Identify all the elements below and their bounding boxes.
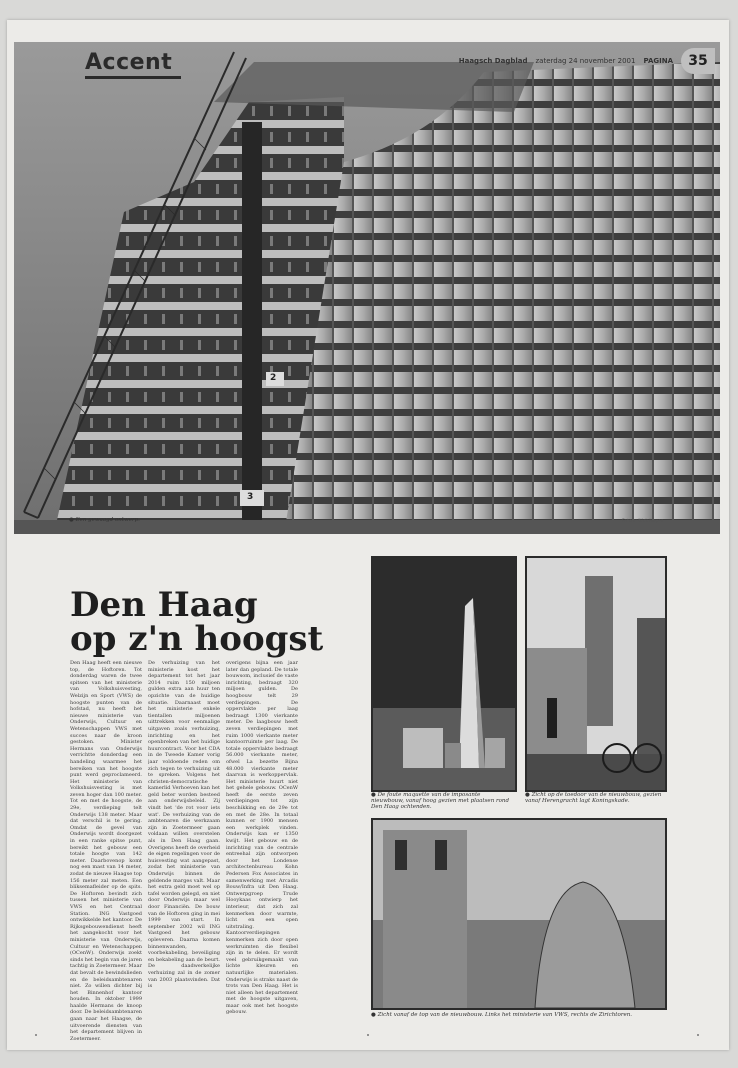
hero-credit: Foto's: Nick Hayes bbox=[622, 519, 664, 524]
street-caption-text: Zicht op de toedoor van de nieuwbouw, gezien vanaf Herengracht lagt Koningskade. bbox=[525, 792, 662, 804]
article-column: De verhuizing van het ministerie kost het departement tot het jaar 2014 ruim 150 miljoen gulden extra aan huur ten opzichte van de huidige situatie. Daarnaast moet het ministerie enkele tientallen miljoenen uittrekken voor eenmalige uitgaven zoals verhuizing, inrichting en het openbreken van het huidige huurcontract. Voor het CDA in de Tweede Kamer vorig jaar voldoende reden om zich tegen te verhuizing uit te spreken. Volgens het christen-democratische kamerlid Verhoeven kan het geld beter worden besteed aan onderwijsbeleid. Zij vindt het 'de rot voor iets wat'. De verhuizing van de ambtenaren die werkzaam zijn in Zoetermeer gaan voldaan willen overstelen als in Den Haag gaan. Overigens heeft de overheid de eigen regelingen voor de huisvesting wat aangepast, zodat het ministerie van Onderwijs binnen de geldende marges valt. Maar het extra geld moet wel op tafel worden gelegd, en niet door Onderwijs maar wel door Financiën. De bouw van de Hoftoren ging in mei 1999 van start. In september 2002 wil ING Vastgoed het gebouw opleveren. Daarna komen binnenwanden, voorbekabeling, beveiliging en bekabeling aan de beurt. De daadwerkelijke verhuizing zal in de zomer van 2003 plaatsvinden. Dat is bbox=[148, 660, 220, 990]
hero-caption-text: Een gewaagd ontwerp. bbox=[75, 517, 140, 523]
page-number: 35 bbox=[681, 48, 715, 74]
headline-line: Den Haag bbox=[70, 585, 258, 625]
newspaper-name: Haagsch Dagblad bbox=[458, 57, 528, 65]
maquette-photo bbox=[371, 556, 517, 792]
street-caption: ● Zicht op de toedoor van de nieuwbouw, gezien vanaf Herengracht lagt Koningskade. bbox=[525, 792, 662, 804]
page-label: PAGINA bbox=[643, 57, 673, 65]
page-header bbox=[459, 48, 715, 74]
maquette-caption-text: De foute maquette van de imposante nieuwbouw, vanaf hoog gezien met plaatsen rond Den Haag ochtenden. bbox=[371, 792, 509, 810]
street-photo bbox=[525, 556, 667, 792]
article-column: overigens bijna een jaar later dan gepland. De totale bouwsom, inclusief de vaste inrichting, bedraagt 320 miljoen gulden. De hoogbouw telt 29 verdiepingen. De oppervlakte per laag bedraagt 1300 vierkante meter. De laagbouw heeft zeven verdiepingen met ruim 1000 vierkante meter kantoorruimte per laag. De totale oppervlakte bedraagt 56.000 vierkante meter, ofwel La bezette Bijna 48.000 vierkante meter daarvan is werkoppervlak. Het ministerie huurt niet het gehele gebouw. OCenW heeft de eerste zeven verdiepingen tot zijn beschikking en de 29e tot en met de 28e. In totaal kunnen er 1900 mensen een werkplek vinden. Onderwijs kan er 1350 kwijt. Het gebouw en de inrichting van de centrale entreehal zijn ontworpen door het Londense architectenbureau Kohn Pedersen Fox Associates in samenwerking met Arcadis Bouw/Infra uit Den Haag. Ontwerpgroep Trude Hooykaas ontwierp het interieur, dat zich zal kenmerken door warmte, licht en een open uitstraling. Kantoorverdiepingen kenmerken zich door open werkruimten die flexibel zijn in te delen. Er wordt veel gebruikgemaakt van lichte kleuren en natuurlijke materialen. Onderwijs is straks naast de trots van Den Haag. Het is niet alleen het departement met de hoogste uitgaven, maar ook met het hoogste gebouw. bbox=[226, 660, 298, 1016]
crane-label: 3 bbox=[247, 492, 254, 502]
rooftop-caption: ● Zicht vanaf de top van de nieuwbouw. Links het ministerie van VWS, rechts de Zirichtoren. bbox=[371, 1012, 632, 1018]
fold-mark bbox=[367, 1034, 369, 1036]
issue-date: zaterdag 24 november 2001 bbox=[535, 57, 636, 65]
article-headline bbox=[70, 585, 324, 659]
maquette-caption: ● De foute maquette van de imposante nieuwbouw, vanaf hoog gezien met plaatsen rond Den Haag ochtenden. bbox=[371, 792, 509, 810]
article-column: Den Haag heeft een nieuwe top, de Hoftoren. Tot donderdag waren de twee spitsen van het ministerie van Volkshuisvesting, Welzijn en Sport (VWS) de hoogste punten van de hofstad, nu heeft het nieuwe ministerie van Onderwijs, Cultuur en Wetenschappen VWS met succes naar de kroon gestoken. Minister Hermans van Onderwijs verrichtte donderdag een handeling waarmee het bereiken van het hoogste punt werd geproclameerd. Het ministerie van Volkshuisvesting is met zeven hoger dan 100 meter. Tot en met de hoogste, de 29e, verdieping telt Onderwijs 138 meter. Maar dat verschil is te gering. Omdat de gevel van Onderwijs wordt doorgezet in een ranke spitse punt, bereikt het gebouw een totale hoogte van 142 meter. Daarbovenop komt nog een mast van 14 meter, zodat de nieuwe Haagse top 156 meter zal meten. Een bliksemafleider op de spits. De Hoftoren bevindt zich tussen het ministerie van VWS en het Centraal Station. ING Vastgoed ontwikkelde het kantoor. De Rijksgebouwendienst heeft het aangekocht voor het ministerie van Onderwijs, Cultuur en Wetenschappen (OCenW). Onderwijs zoekt sinds het begin van de jaren tachtig in Zoetermeer. Maar dat bevalt de bewindslieden en de beleidsambtenaren niet. Zo willen dichter bij het Binnenhof kantoor houden. In oktober 1999 haalde Hermans de knoop door. De beleidsambtenaren gaan naar het Haagse, de uitvoerende diensten van het departement blijven in Zoetermeer. bbox=[70, 660, 142, 1042]
headline-line: op z'n hoogst bbox=[70, 619, 324, 659]
hero-photo bbox=[14, 42, 720, 534]
rooftop-photo bbox=[371, 818, 667, 1010]
fold-mark bbox=[35, 1034, 37, 1036]
section-rule bbox=[85, 76, 181, 79]
crane-label: 2 bbox=[270, 373, 277, 383]
fold-mark bbox=[697, 1034, 699, 1036]
rooftop-caption-text: Zicht vanaf de top van de nieuwbouw. Links het ministerie van VWS, rechts de Zirichtoren. bbox=[377, 1012, 632, 1018]
hero-caption: ● Een gewaagd ontwerp. bbox=[69, 517, 140, 523]
section-title: Accent bbox=[85, 50, 173, 75]
newspaper-page bbox=[7, 20, 729, 1050]
